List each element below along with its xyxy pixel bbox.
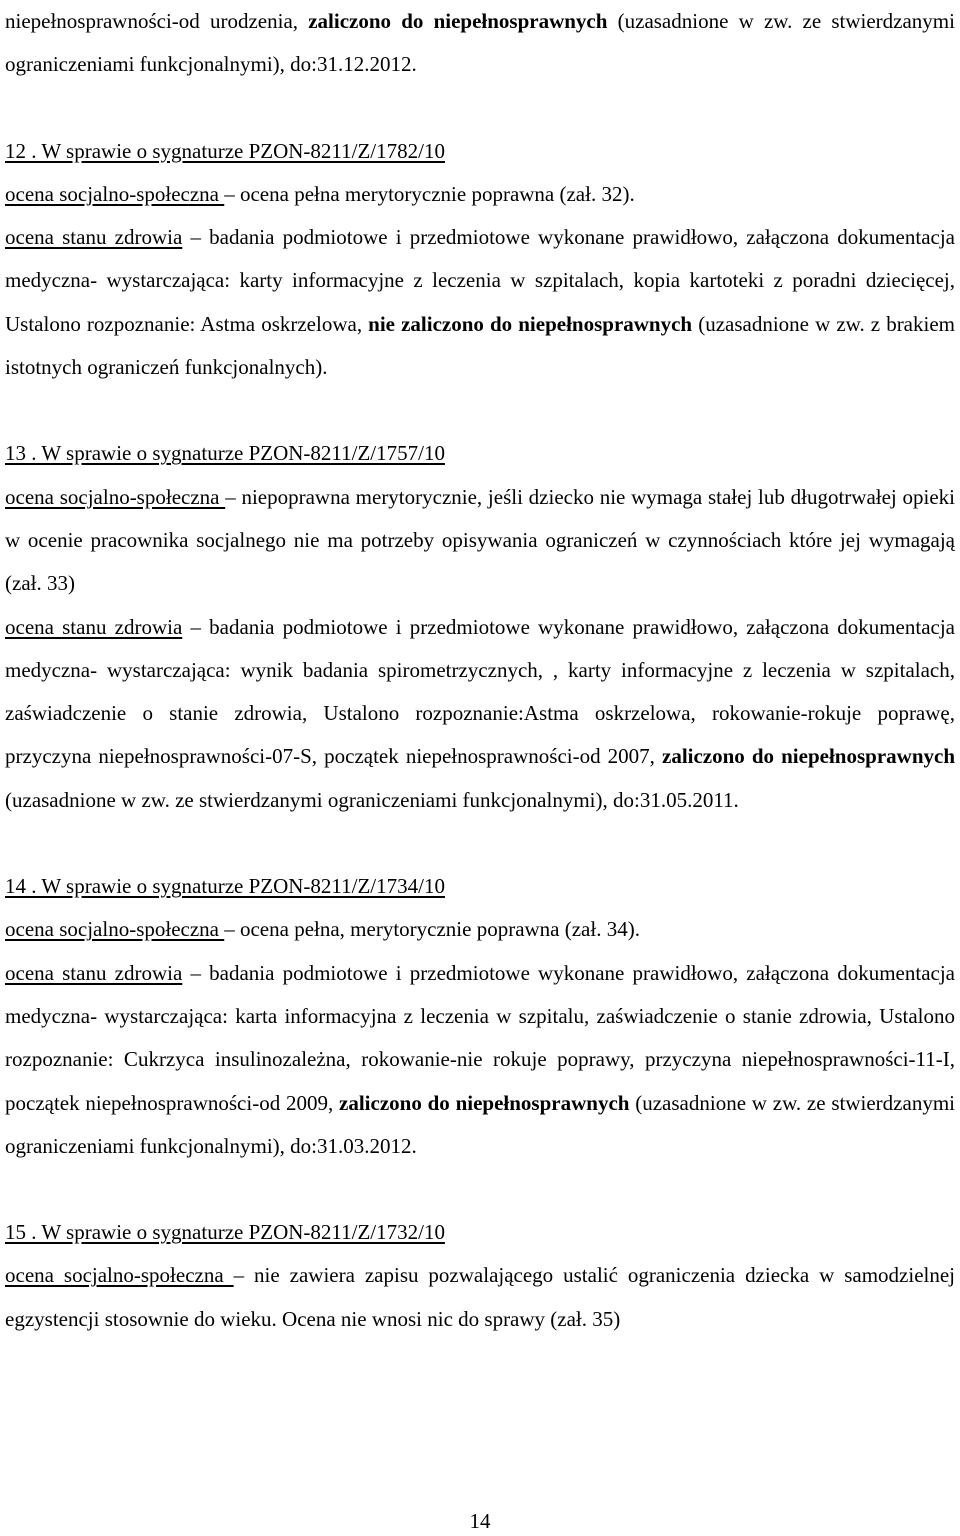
case-14-health-assessment [5,952,955,1168]
page-number: 14 [469,1509,491,1533]
social-assessment-text: – niepoprawna merytorycznie, jeśli dziecko nie wymaga stałej lub długotrwałej opieki w ocenie pracownika socjalnego nie ma potrzeby opisywania ograniczeń w czynnościach które jej wymagają (zał. 33) [5,484,955,596]
social-assessment-label: ocena socjalno-społeczna [5,917,225,942]
social-assessment-text: – nie zawiera zapisu pozwalającego ustalić ograniczenia dziecka w samodzielnej egzystencji stosownie do wieku. Ocena nie wnosi nic do sprawy (zał. 35) [5,1263,956,1331]
case-14-social-assessment [5,908,955,951]
health-assessment-text: – badania podmiotowe i przedmiotowe wykonane prawidłowo, załączona dokumentacja medyczna- wystarczająca: karta informacyjna z leczenia w szpitalu, zaświadczenie o stanie zdrowia, Ustalono rozpoznanie: Cukrzyca insulinozależna, rokowanie-nie rokuje poprawy, przyczyna niepełnosprawności-11-I, początek niepełnosprawności-od 2009, [5,960,955,1115]
decision-bold: zaliczono do niepełnosprawnych [662,744,955,769]
case-heading-text: 14 . W sprawie o sygnaturze PZON-8211/Z/1734/10 [5,874,445,899]
decision-bold: zaliczono do niepełnosprawnych [308,9,608,33]
health-assessment-text: – badania podmiotowe i przedmiotowe wykonane prawidłowo, załączona dokumentacja medyczna- wystarczająca: karty informacyjne z leczenia w szpitalach, kopia kartoteki z poradni dziecięcej, Ustalono rozpoznanie: Astma oskrzelowa, [5,225,955,336]
decision-bold: zaliczono do niepełnosprawnych [339,1090,630,1115]
case-13-social-assessment [5,476,955,606]
case-13-heading [5,432,955,475]
social-assessment-label: ocena socjalno-społeczna [5,181,225,206]
health-assessment-label: ocena stanu zdrowia [5,960,183,985]
social-assessment-text: – ocena pełna merytorycznie poprawna (zał. 32). [224,181,635,206]
social-assessment-label: ocena socjalno-społeczna [5,484,226,509]
case-heading-text: 15 . W sprawie o sygnaturze PZON-8211/Z/1732/10 [5,1220,445,1245]
paragraph-text: (uzasadnione w zw. ze stwierdzanymi ograniczeniami funkcjonalnymi), do:31.12.2012. [5,9,955,77]
health-assessment-label: ocena stanu zdrowia [5,614,183,639]
health-assessment-text: (uzasadnione w zw. ze stwierdzanymi ograniczeniami funkcjonalnymi), do:31.05.2011. [5,787,739,812]
continued-paragraph [5,0,955,87]
decision-bold: nie zaliczono do niepełnosprawnych [368,311,693,336]
paragraph-text: niepełnosprawności-od urodzenia, [5,9,309,33]
social-assessment-text: – ocena pełna, merytorycznie poprawna (zał. 34). [224,917,640,942]
case-12-health-assessment [5,216,955,389]
case-12-social-assessment [5,173,955,216]
health-assessment-text: – badania podmiotowe i przedmiotowe wykonane prawidłowo, załączona dokumentacja medyczna- wystarczająca: wynik badania spirometrzycznych, , karty informacyjne z leczenia w szpitalach, zaświadczenie o stanie zdrowia, Ustalono rozpoznanie:Astma oskrzelowa, rokowanie-rokuje poprawę, przyczyna niepełnosprawności-07-S, początek niepełnosprawności-od 2007, [5,614,955,769]
case-13-health-assessment [5,606,955,822]
health-assessment-label: ocena stanu zdrowia [5,225,183,250]
document-page [5,0,955,1341]
case-14-heading [5,865,955,908]
case-15-social-assessment [5,1254,955,1341]
health-assessment-text: (uzasadnione w zw. z brakiem istotnych ograniczeń funkcjonalnych). [5,311,955,380]
case-heading-text: 12 . W sprawie o sygnaturze PZON-8211/Z/1782/10 [5,138,445,163]
case-12-heading [5,130,955,173]
health-assessment-text: (uzasadnione w zw. ze stwierdzanymi ograniczeniami funkcjonalnymi), do:31.03.2012. [5,1090,955,1158]
case-heading-text: 13 . W sprawie o sygnaturze PZON-8211/Z/1757/10 [5,441,445,466]
social-assessment-label: ocena socjalno-społeczna [5,1263,234,1288]
case-15-heading [5,1211,955,1254]
